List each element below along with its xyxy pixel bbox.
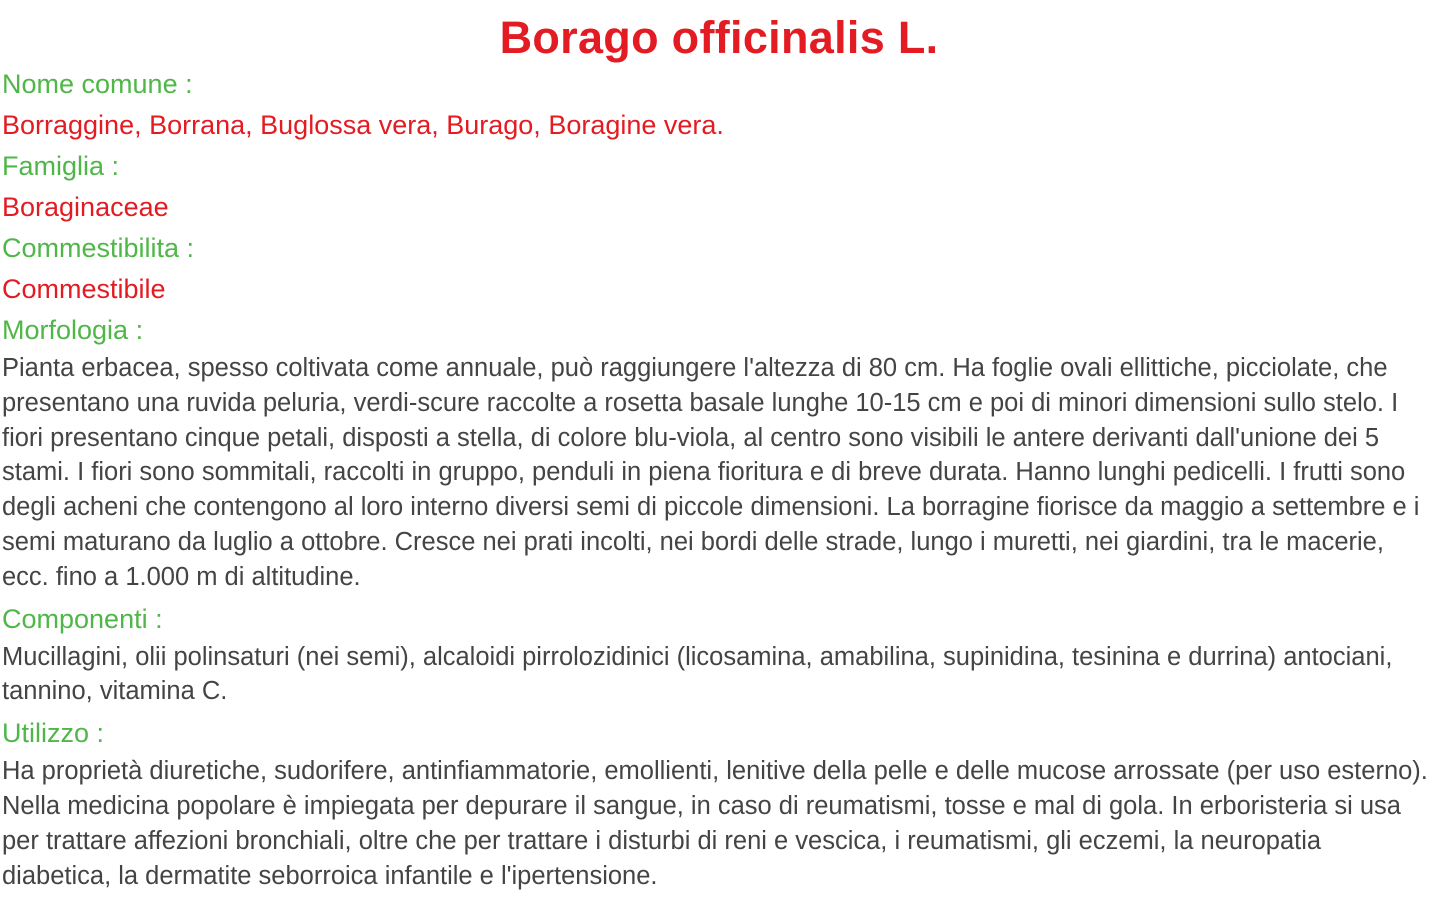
- page-title: Borago officinalis L.: [499, 12, 939, 63]
- components-text: Mucillagini, olii polinsaturi (nei semi), alcaloidi pirrolozidinici (licosamina, amabilina, supinidina, tesinina e durrina) antociani, tannino, vitamina C.: [2, 642, 1393, 706]
- common-name-value: Borraggine, Borrana, Buglossa vera, Burago, Boragine vera.: [2, 110, 724, 140]
- family-value: Boraginaceae: [2, 192, 169, 222]
- edibility-label: Commestibilita :: [2, 233, 195, 263]
- components-label: Componenti :: [2, 603, 163, 634]
- family-section: [2, 146, 1436, 228]
- common-name-label: Nome comune :: [2, 69, 193, 99]
- usage-label: Utilizzo :: [2, 718, 105, 749]
- morphology-section: [2, 310, 1436, 595]
- family-label: Famiglia :: [2, 151, 120, 181]
- morphology-label: Morfologia :: [2, 315, 144, 345]
- edibility-section: [2, 228, 1436, 310]
- common-name-section: [2, 64, 1436, 146]
- edibility-value: Commestibile: [2, 274, 166, 304]
- usage-section: [2, 713, 1436, 893]
- usage-text: Ha proprietà diuretiche, sudorifere, antinfiammatorie, emollienti, lenitive della pelle e delle mucose arrossate (per uso esterno). Nella medicina popolare è impiegata per depurare il sangue, in caso di reumatismi, tosse e mal di gola. In erboristeria si usa per trattare affezioni bronchiali, oltre che per trattare i disturbi di reni e vescica, i reumatismi, gli eczemi, la neuropatia diabetica, la dermatite seborroica infantile e l'ipertensione.: [2, 757, 1428, 890]
- morphology-text: Pianta erbacea, spesso coltivata come annuale, può raggiungere l'altezza di 80 cm. Ha foglie ovali ellittiche, picciolate, che presentano una ruvida peluria, verdi-scure raccolte a rosetta basale lunghe 10-15 cm e poi di minori dimensioni sullo stelo. I fiori presentano cinque petali, disposti a stella, di colore blu-viola, al centro sono visibili le antere derivanti dall'unione dei 5 stami. I fiori sono sommitali, raccolti in gruppo, penduli in piena fioritura e di breve durata. Hanno lunghi pedicelli. I frutti sono degli acheni che contengono al loro interno diversi semi di piccole dimensioni. La borragine fiorisce da maggio a settembre e i semi maturano da luglio a ottobre. Cresce nei prati incolti, nei bordi delle strade, lungo i muretti, nei giardini, tra le macerie, ecc. fino a 1.000 m di altitudine.: [2, 354, 1420, 591]
- components-section: [2, 599, 1436, 710]
